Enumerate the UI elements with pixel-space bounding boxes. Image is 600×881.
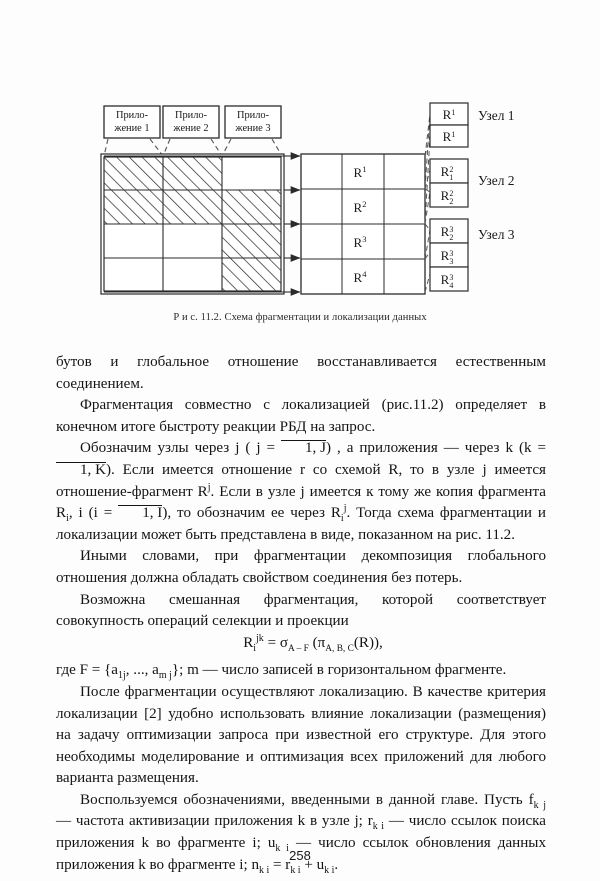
formula-mixed-fragmentation bbox=[56, 633, 546, 661]
p3-overline-3: 1, I bbox=[118, 505, 162, 521]
node-3-fragment-3: $R^3$ 4 bbox=[440, 272, 454, 290]
p8-seg-d: — число ссылок обновления данных приложения k во фрагменте i; n bbox=[56, 835, 546, 873]
p6-sub-1: 1j bbox=[118, 670, 126, 682]
node-2-fragment-2: $R^2$ 2 bbox=[440, 188, 454, 206]
middle-relation-grid bbox=[301, 154, 425, 294]
p6-seg-a: где F = {a bbox=[56, 662, 118, 679]
fragment-flow-arrows bbox=[284, 156, 300, 292]
p3-seg-b: ) , а приложения — через k (k = bbox=[325, 440, 546, 457]
p8-sub-2: k i bbox=[372, 821, 385, 833]
node-3-fragment-2: $R^3$ 3 bbox=[440, 248, 454, 266]
p8-seg-g: . bbox=[334, 856, 339, 873]
formula-argument: (R)), bbox=[353, 634, 383, 651]
p3-sup-1: j bbox=[207, 481, 211, 493]
node-2-fragment-1: $R^2$ 1 bbox=[440, 164, 454, 182]
application-box-2-line2: жение 2 bbox=[173, 123, 209, 134]
node-2-group bbox=[430, 159, 515, 207]
node-1-fragment-2: $R^1$ bbox=[442, 129, 456, 144]
middle-grid-label-2: $R^2$ bbox=[353, 199, 367, 215]
p3-seg-e: , i (i = bbox=[68, 505, 119, 522]
middle-grid-label-3: $R^3$ bbox=[353, 234, 367, 250]
p3-overline-2: 1, K bbox=[56, 462, 106, 478]
p6-seg-c: }; m — число записей в горизонтальном фрагменте. bbox=[171, 662, 507, 679]
p3-seg-c: ). Если имеется отношение r со схемой R, то в узле j имеется отношение-фрагмент R bbox=[56, 461, 546, 500]
formula-lhs-sub: i bbox=[253, 642, 257, 654]
node-3-group bbox=[430, 219, 515, 291]
application-box-1-line2: жение 1 bbox=[114, 123, 150, 134]
body-text bbox=[56, 352, 546, 876]
middle-grid-label-4: $R^4$ bbox=[353, 269, 367, 285]
figure-canvas bbox=[0, 92, 600, 307]
application-box-3-line2: жение 3 bbox=[235, 123, 271, 134]
p8-sub-3: k i bbox=[275, 843, 289, 855]
application-box-3 bbox=[225, 106, 281, 138]
application-box-3-line1: Прило- bbox=[236, 110, 270, 121]
formula-lhs-base: R bbox=[243, 634, 254, 651]
p8-seg-e: = r bbox=[269, 856, 291, 873]
paragraph-2: Фрагментация совместно с локализацией (рис.11.2) определяет в конечном итоге быстроту реакции РБД на запрос. bbox=[56, 397, 546, 435]
node-3-fragment-1: $R^3$ 2 bbox=[440, 224, 454, 242]
application-box-2 bbox=[163, 106, 219, 138]
p8-seg-f: + u bbox=[300, 856, 325, 873]
paragraph-1: бутов и глобальное отношение восстанавливается естественным соединением. bbox=[56, 354, 546, 392]
p8-sub-6: k i bbox=[324, 864, 335, 876]
formula-lhs-sup: jk bbox=[256, 632, 264, 644]
formula-sigma-subscript: A – F bbox=[288, 643, 309, 654]
node-1-group bbox=[430, 103, 515, 147]
paragraph-7: После фрагментации осуществляют локализацию. В качестве критерия локализации [2] удобно использовать влияние локализации (размещения) на задачу оптимизации запроса при известной его структуре. Для этого необходимы моделирование и оптимизация всех приложений для любого варианта размещения. bbox=[56, 683, 546, 787]
paragraph-6 bbox=[56, 660, 546, 682]
grid-to-node-connectors bbox=[425, 114, 430, 292]
p8-seg-a: Воспользуемся обозначениями, введенными в данной главе. Пусть f bbox=[80, 791, 534, 808]
node-2-label: Узел 2 bbox=[478, 173, 515, 188]
page-number: 258 bbox=[289, 848, 311, 863]
middle-grid-label-1: $R^1$ bbox=[353, 164, 367, 180]
formula-pi-subscript: A, B, C bbox=[325, 643, 354, 654]
paragraph-5: Возможна смешанная фрагментация, которой соответствует совокупность операций селекции и проекции bbox=[56, 591, 546, 630]
p8-seg-b: — частота активизации приложения k в узле j; r bbox=[56, 813, 373, 830]
p6-seg-b: , ..., a bbox=[125, 662, 159, 679]
formula-pi-symbol: π bbox=[317, 634, 326, 651]
paragraph-4: Иными словами, при фрагментации декомпозиция глобального отношения должна обладать свойством соединения без потерь. bbox=[56, 548, 546, 586]
p8-sub-1: k j bbox=[533, 799, 546, 811]
p3-seg-g: . Тогда схема фрагментации и локализации может быть представлена в виде, показанном на рис. 11.2. bbox=[56, 505, 546, 543]
node-1-label: Узел 1 bbox=[478, 108, 515, 123]
p6-sub-2: m j bbox=[158, 670, 172, 682]
application-box-1-line1: Прило- bbox=[115, 110, 149, 121]
p3-sup-2: j bbox=[343, 503, 347, 515]
node-3-label: Узел 3 bbox=[478, 227, 515, 242]
formula-sigma-symbol: σ bbox=[279, 634, 288, 651]
p3-seg-a: Обозначим узлы через j ( j = bbox=[80, 440, 281, 457]
p3-overline-1: 1, J bbox=[281, 440, 326, 456]
formula-equals: = bbox=[263, 634, 280, 651]
node-1-fragment-1: $R^1$ bbox=[442, 107, 456, 122]
application-box-1 bbox=[104, 106, 160, 138]
p3-sub-2: i bbox=[340, 513, 344, 525]
p3-sub-1: i bbox=[66, 513, 69, 525]
p3-seg-d: . Если в узле j имеется к тому же копия фрагмента R bbox=[56, 483, 546, 522]
formula-open-paren: ( bbox=[308, 634, 318, 651]
application-box-2-line1: Прило- bbox=[174, 110, 208, 121]
paragraph-8 bbox=[56, 790, 546, 876]
figure-fragmentation-diagram bbox=[0, 92, 600, 307]
left-fragment-grid bbox=[101, 154, 284, 294]
p8-sub-4: k i bbox=[259, 864, 270, 876]
p3-seg-f: ), то обозначим ее через R bbox=[162, 505, 341, 522]
figure-caption: Р и с. 11.2. Схема фрагментации и локализации данных bbox=[173, 312, 427, 323]
paragraph-3 bbox=[56, 438, 546, 546]
p8-seg-c: — число ссылок поиска приложения k во фрагменте i; u bbox=[56, 813, 546, 852]
p8-sub-5: k i bbox=[290, 864, 301, 876]
